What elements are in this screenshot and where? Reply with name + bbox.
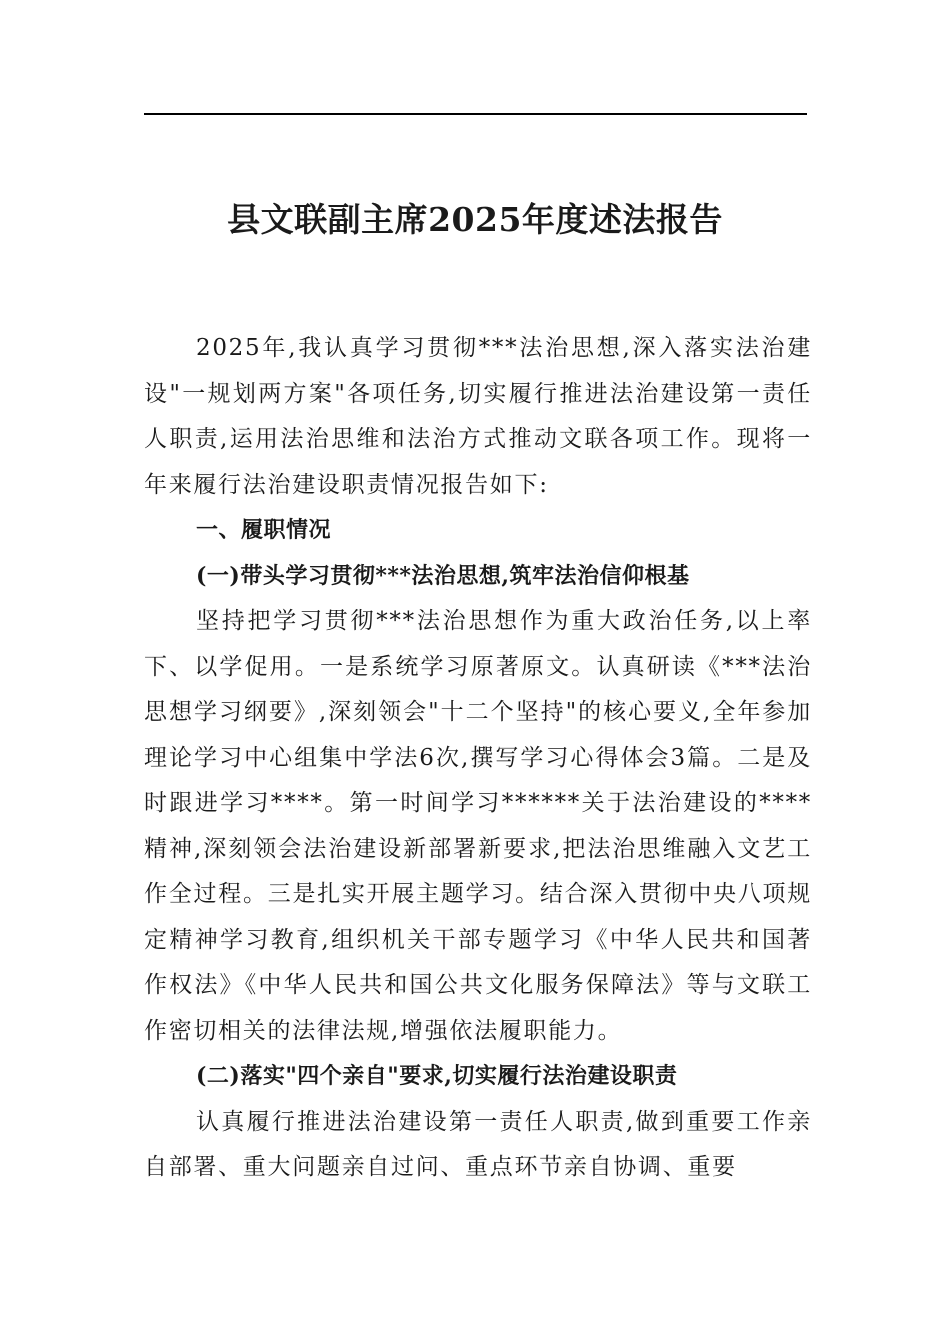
document-body [144,326,812,1191]
document-title: 县文联副主席2025年度述法报告 [227,200,723,239]
subsection-1-paragraph: 坚持把学习贯彻***法治思想作为重大政治任务,以上率下、以学促用。一是系统学习原著原文。认真研读《***法治思想学习纲要》,深刻领会"十二个坚持"的核心要义,全年参加理论学习中心组集中学法6次,撰写学习心得体会3篇。二是及时跟进学习****。第一时间学习******关于法治建设的****精神,深刻领会法治建设新部署新要求,把法治思维融入文艺工作全过程。三是扎实开展主题学习。结合深入贯彻中央八项规定精神学习教育,组织机关干部专题学习《中华人民共和国著作权法》《中华人民共和国公共文化服务保障法》等与文联工作密切相关的法律法规,增强依法履职能力。 [144,608,812,1044]
section-heading-performance: 一、履职情况 [196,518,332,543]
intro-paragraph: 2025年,我认真学习贯彻***法治思想,深入落实法治建设"一规划两方案"各项任务,切实履行推进法治建设第一责任人职责,运用法治思维和法治方式推动文联各项工作。现将一年来履行法治建设职责情况报告如下: [144,335,812,498]
header-rule [144,113,807,115]
subsection-2-paragraph: 认真履行推进法治建设第一责任人职责,做到重要工作亲自部署、重大问题亲自过问、重点环节亲自协调、重要 [144,1108,812,1180]
subsection-heading-1: (一)带头学习贯彻***法治思想,筑牢法治信仰根基 [196,562,690,589]
subsection-heading-2: (二)落实"四个亲自"要求,切实履行法治建设职责 [196,1063,678,1089]
